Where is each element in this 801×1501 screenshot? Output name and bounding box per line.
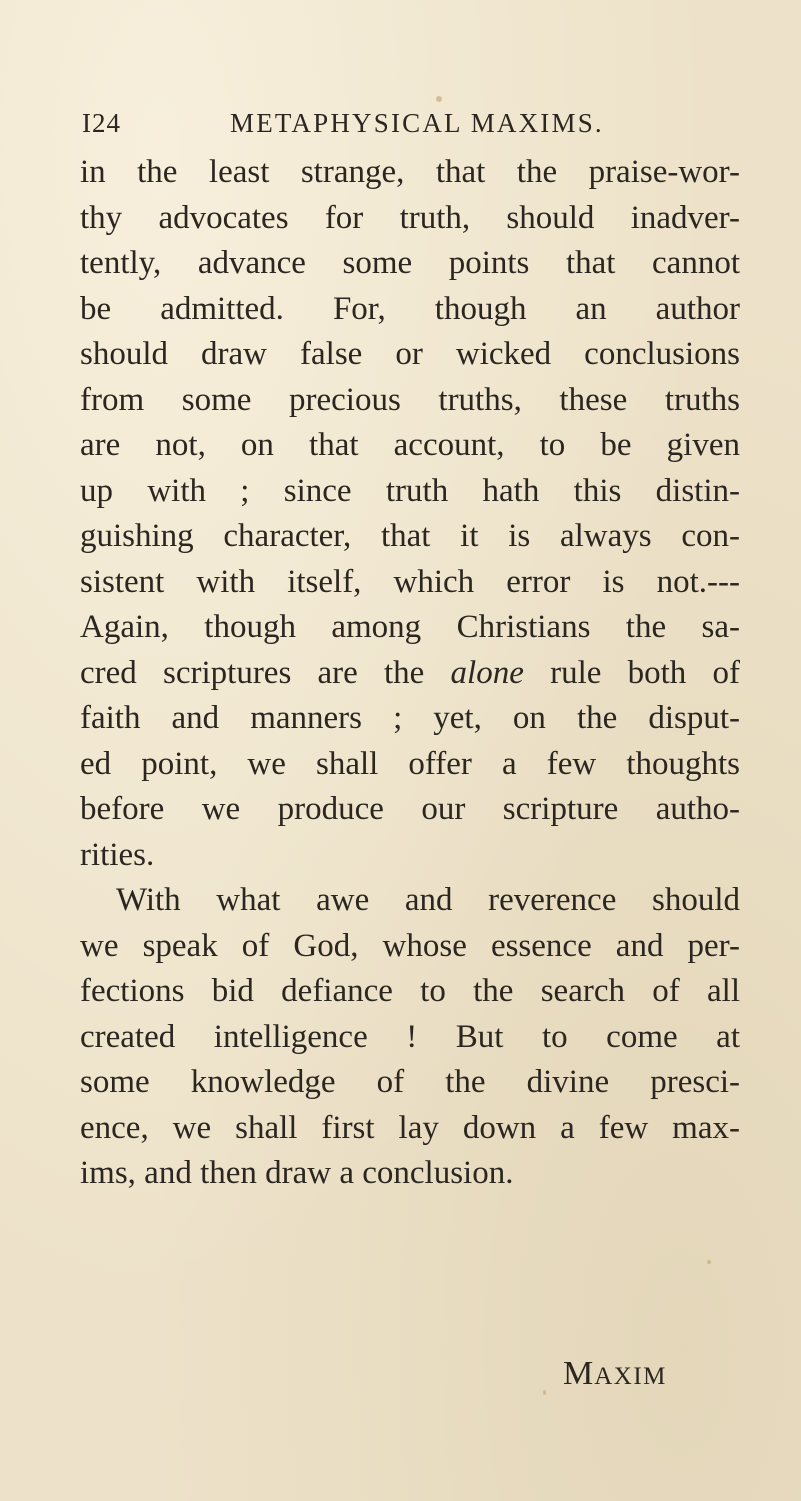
text-line: ed point, we shall offer a few thoughts bbox=[80, 745, 740, 782]
text-line: Again, though among Christians the sa- bbox=[80, 609, 740, 645]
catchword-rest: AXIM bbox=[594, 1363, 667, 1390]
text-line: before we produce our scripture autho- bbox=[80, 791, 740, 827]
emphasized-word: alone bbox=[450, 654, 524, 691]
catchword bbox=[563, 1355, 667, 1393]
text-line: up with ; since truth hath this distin- bbox=[80, 472, 740, 509]
text-line: should draw false or wicked conclusions bbox=[80, 336, 740, 372]
running-head bbox=[82, 108, 722, 148]
body-text bbox=[80, 150, 740, 1197]
page-number: I24 bbox=[82, 108, 121, 138]
paper-speck bbox=[543, 1390, 546, 1395]
text-line: tently, advance some points that cannot bbox=[80, 245, 740, 281]
text-line: ims, and then draw a conclusion. bbox=[80, 1155, 514, 1191]
text-line: be admitted. For, though an author bbox=[80, 290, 740, 327]
catchword-initial: M bbox=[563, 1355, 595, 1392]
paper-speck bbox=[436, 96, 442, 102]
text-line: are not, on that account, to be given bbox=[80, 427, 740, 463]
text-line: ence, we shall first lay down a few max- bbox=[80, 1109, 740, 1146]
text-line: guishing character, that it is always con- bbox=[80, 518, 740, 554]
paragraph-first-line: With what awe and reverence should bbox=[116, 882, 740, 918]
text-line: faith and manners ; yet, on the disput- bbox=[80, 700, 740, 736]
text-line: we speak of God, whose essence and per- bbox=[80, 927, 740, 964]
text-line: thy advocates for truth, should inadver- bbox=[80, 199, 740, 236]
text-line: fections bid defiance to the search of all bbox=[80, 973, 740, 1009]
text-line: some knowledge of the divine presci- bbox=[80, 1064, 740, 1100]
text-line: created intelligence ! But to come at bbox=[80, 1018, 740, 1055]
text-line: sistent with itself, which error is not.--- bbox=[80, 563, 740, 600]
text-line-with-emphasis bbox=[80, 651, 740, 697]
text-line: rities. bbox=[80, 836, 155, 873]
text-segment: cred scriptures are the bbox=[80, 654, 451, 691]
paper-speck bbox=[707, 1260, 711, 1264]
running-title: METAPHYSICAL MAXIMS. bbox=[230, 108, 604, 138]
text-segment: rule both of bbox=[523, 654, 740, 691]
text-line: in the least strange, that the praise-wor- bbox=[80, 154, 740, 190]
text-line: from some precious truths, these truths bbox=[80, 381, 740, 418]
